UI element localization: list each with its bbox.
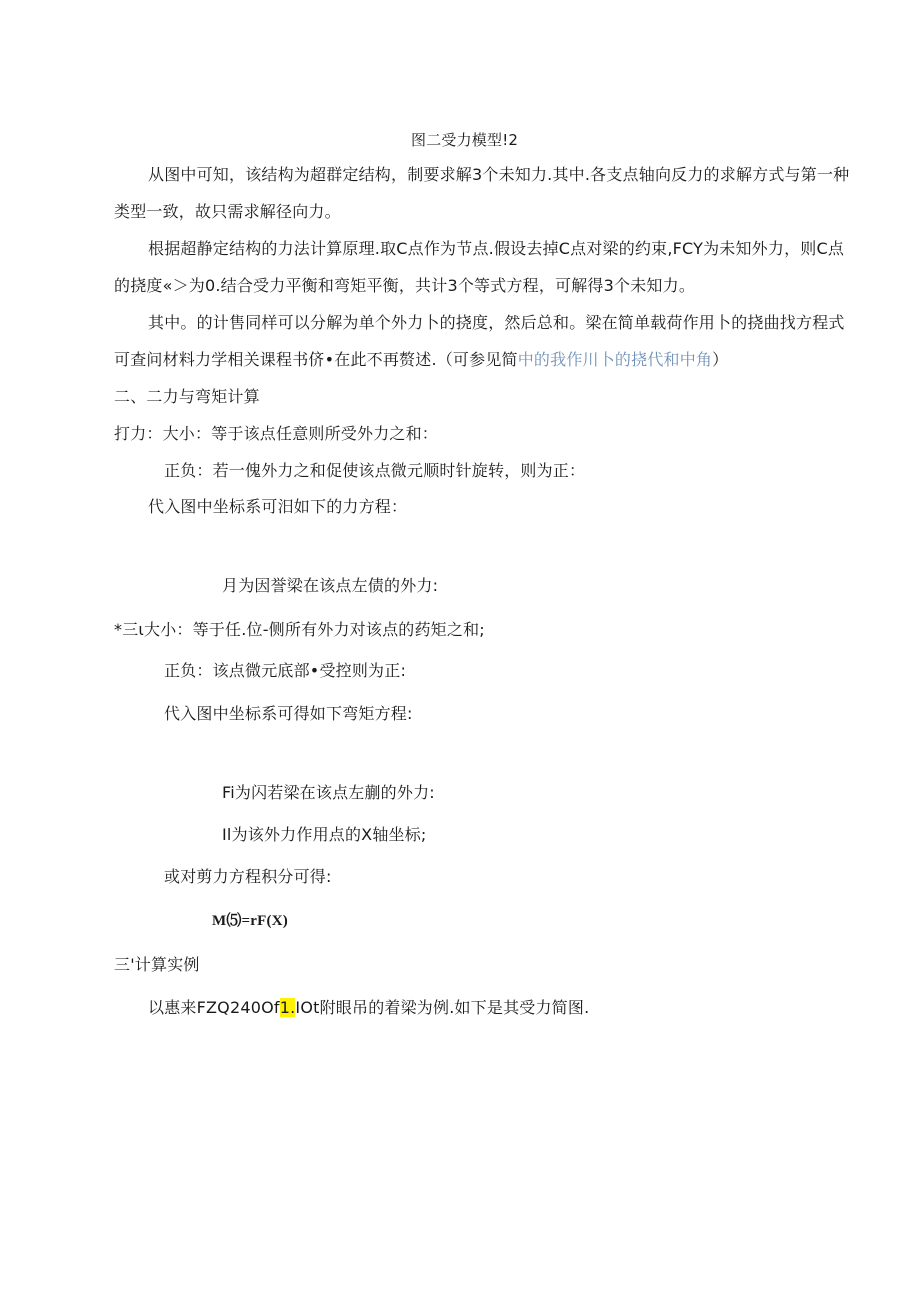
shear-where-note: 月为因誉梁在该点左债的外力: bbox=[222, 576, 439, 595]
figure-caption: 图二受力模型!2 bbox=[411, 131, 519, 149]
example-sentence bbox=[148, 998, 589, 1018]
paragraph-3-line-1: 其中。的计售同样可以分解为单个外力卜的挠度，然后总和。梁在简单载荷作用卜的挠曲找方程式 bbox=[148, 313, 845, 332]
example-text-start: 以惠来FZQ240Of bbox=[148, 998, 280, 1017]
highlighted-text: 1. bbox=[279, 998, 296, 1017]
paragraph-2-line-2: 的挠度«＞为0.结合受力平衡和弯矩平衡，共计3个等式方程，可解得3个未知力。 bbox=[114, 276, 696, 295]
shear-sign-rule: 正负：若一傀外力之和促使该点微元顺时针旋转，则为正： bbox=[164, 461, 586, 480]
moment-where-note-2: Il为该外力作用点的X轴坐标; bbox=[222, 825, 427, 844]
moment-where-note-1: Fi为闪若梁在该点左蒯的外力: bbox=[222, 783, 435, 802]
shear-definition: 打力：大小：等于该点任意则所受外力之和： bbox=[114, 424, 439, 443]
moment-sign-rule: 正负：该点微元底部•受控则为正: bbox=[164, 661, 407, 680]
paragraph-1-line-1: 从图中可知，该结构为超群定结构，制要求解3个未知力.其中.各支点轴向反力的求解方式与第一种 bbox=[148, 165, 850, 184]
paragraph-3-line-2 bbox=[114, 350, 728, 370]
paragraph-3-text: 可查问材料力学相关课程书侪•在此不再赘述.（可参见简 bbox=[114, 350, 518, 369]
moment-equation-intro: 代入图中坐标系可得如下弯矩方程: bbox=[164, 704, 413, 723]
reference-link[interactable]: 中的我作川卜的挠代和中角 bbox=[517, 350, 713, 369]
integral-intro: 或对剪力方程积分可得: bbox=[164, 867, 332, 886]
shear-equation-intro: 代入图中坐标系可汨如下的力方程： bbox=[148, 497, 408, 516]
moment-formula: M⑸=rF(X) bbox=[212, 913, 288, 929]
section-3-heading: 三'计算实例 bbox=[114, 955, 200, 974]
paragraph-1-line-2: 类型一致，故只需求解径向力。 bbox=[114, 202, 341, 221]
paragraph-3-close: ） bbox=[712, 350, 729, 369]
example-text-end: IOt附眼吊的着梁为例.如下是其受力简图. bbox=[295, 998, 590, 1017]
paragraph-2-line-1: 根据超静定结构的力法计算原理.取C点作为节点.假设去掉C点对梁的约束,FCY为未知外力，则C点 bbox=[148, 239, 845, 258]
moment-definition: *三ι大小：等于任.位-侧所有外力对该点的药矩之和; bbox=[114, 620, 485, 639]
section-2-heading: 二、二力与弯矩计算 bbox=[114, 387, 260, 406]
